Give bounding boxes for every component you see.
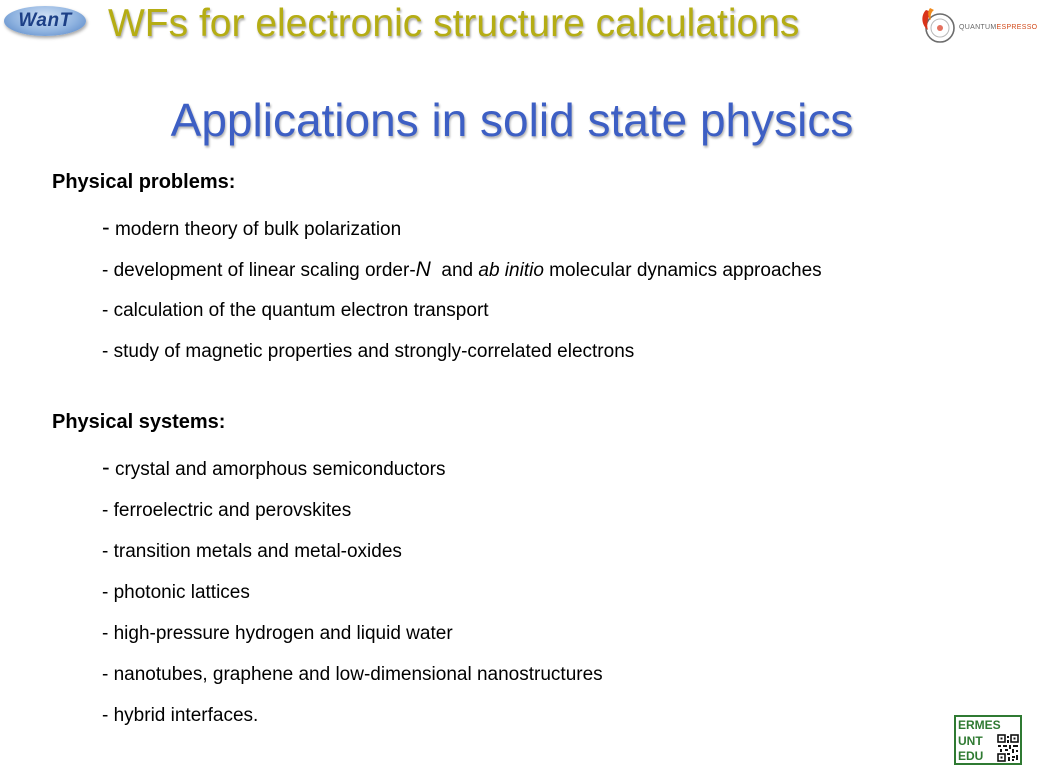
problems-heading: Physical problems:	[52, 171, 236, 193]
system-item-1-text: crystal and amorphous semiconductors	[114, 459, 446, 480]
system-item-6: - nanotubes, graphene and low-dimensional nanostructures	[102, 664, 603, 685]
want-logo-text: WanT	[18, 10, 72, 31]
system-item-1: - crystal and amorphous semiconductors	[102, 454, 446, 480]
problem-item-2-n: N	[415, 258, 431, 281]
problem-item-2-ab-initio: ab initio	[478, 260, 544, 281]
page-title: Applications in solid state physics	[170, 94, 854, 146]
system-item-3: - transition metals and metal-oxides	[102, 541, 402, 562]
problem-item-1: - modern theory of bulk polarization	[102, 214, 402, 240]
qr-code-icon	[997, 734, 1019, 762]
ermes-logo-line3: EDU	[958, 749, 984, 763]
system-item-2: - ferroelectric and perovskites	[102, 500, 352, 521]
ermes-logo-line2: UNT	[958, 734, 983, 748]
system-item-5: - high-pressure hydrogen and liquid water	[102, 623, 453, 644]
problem-item-4: - study of magnetic properties and strongly-correlated electrons	[102, 341, 635, 362]
header-title: WFs for electronic structure calculations	[108, 2, 800, 45]
espresso-text: ESPRESSO	[996, 24, 1037, 31]
quantum-espresso-text	[959, 24, 1037, 31]
problem-item-2-after: molecular dynamics approaches	[549, 260, 822, 281]
ermes-logo	[954, 715, 1022, 765]
system-item-4: - photonic lattices	[102, 582, 250, 603]
system-item-7: - hybrid interfaces.	[102, 705, 259, 726]
problem-item-3: - calculation of the quantum electron transport	[102, 300, 489, 321]
want-logo	[4, 6, 86, 36]
problem-item-1-text: modern theory of bulk polarization	[114, 219, 402, 240]
problem-item-2-before: - development of linear scaling order-	[102, 260, 416, 281]
ermes-logo-line1: ERMES	[958, 718, 1001, 732]
quantum-text: QUANTUM	[959, 24, 997, 31]
problem-item-2	[102, 259, 822, 280]
quantum-espresso-logo	[910, 4, 1037, 50]
quantum-espresso-icon	[910, 4, 958, 50]
problem-item-2-and: and	[441, 260, 474, 281]
systems-heading: Physical systems:	[52, 411, 226, 433]
